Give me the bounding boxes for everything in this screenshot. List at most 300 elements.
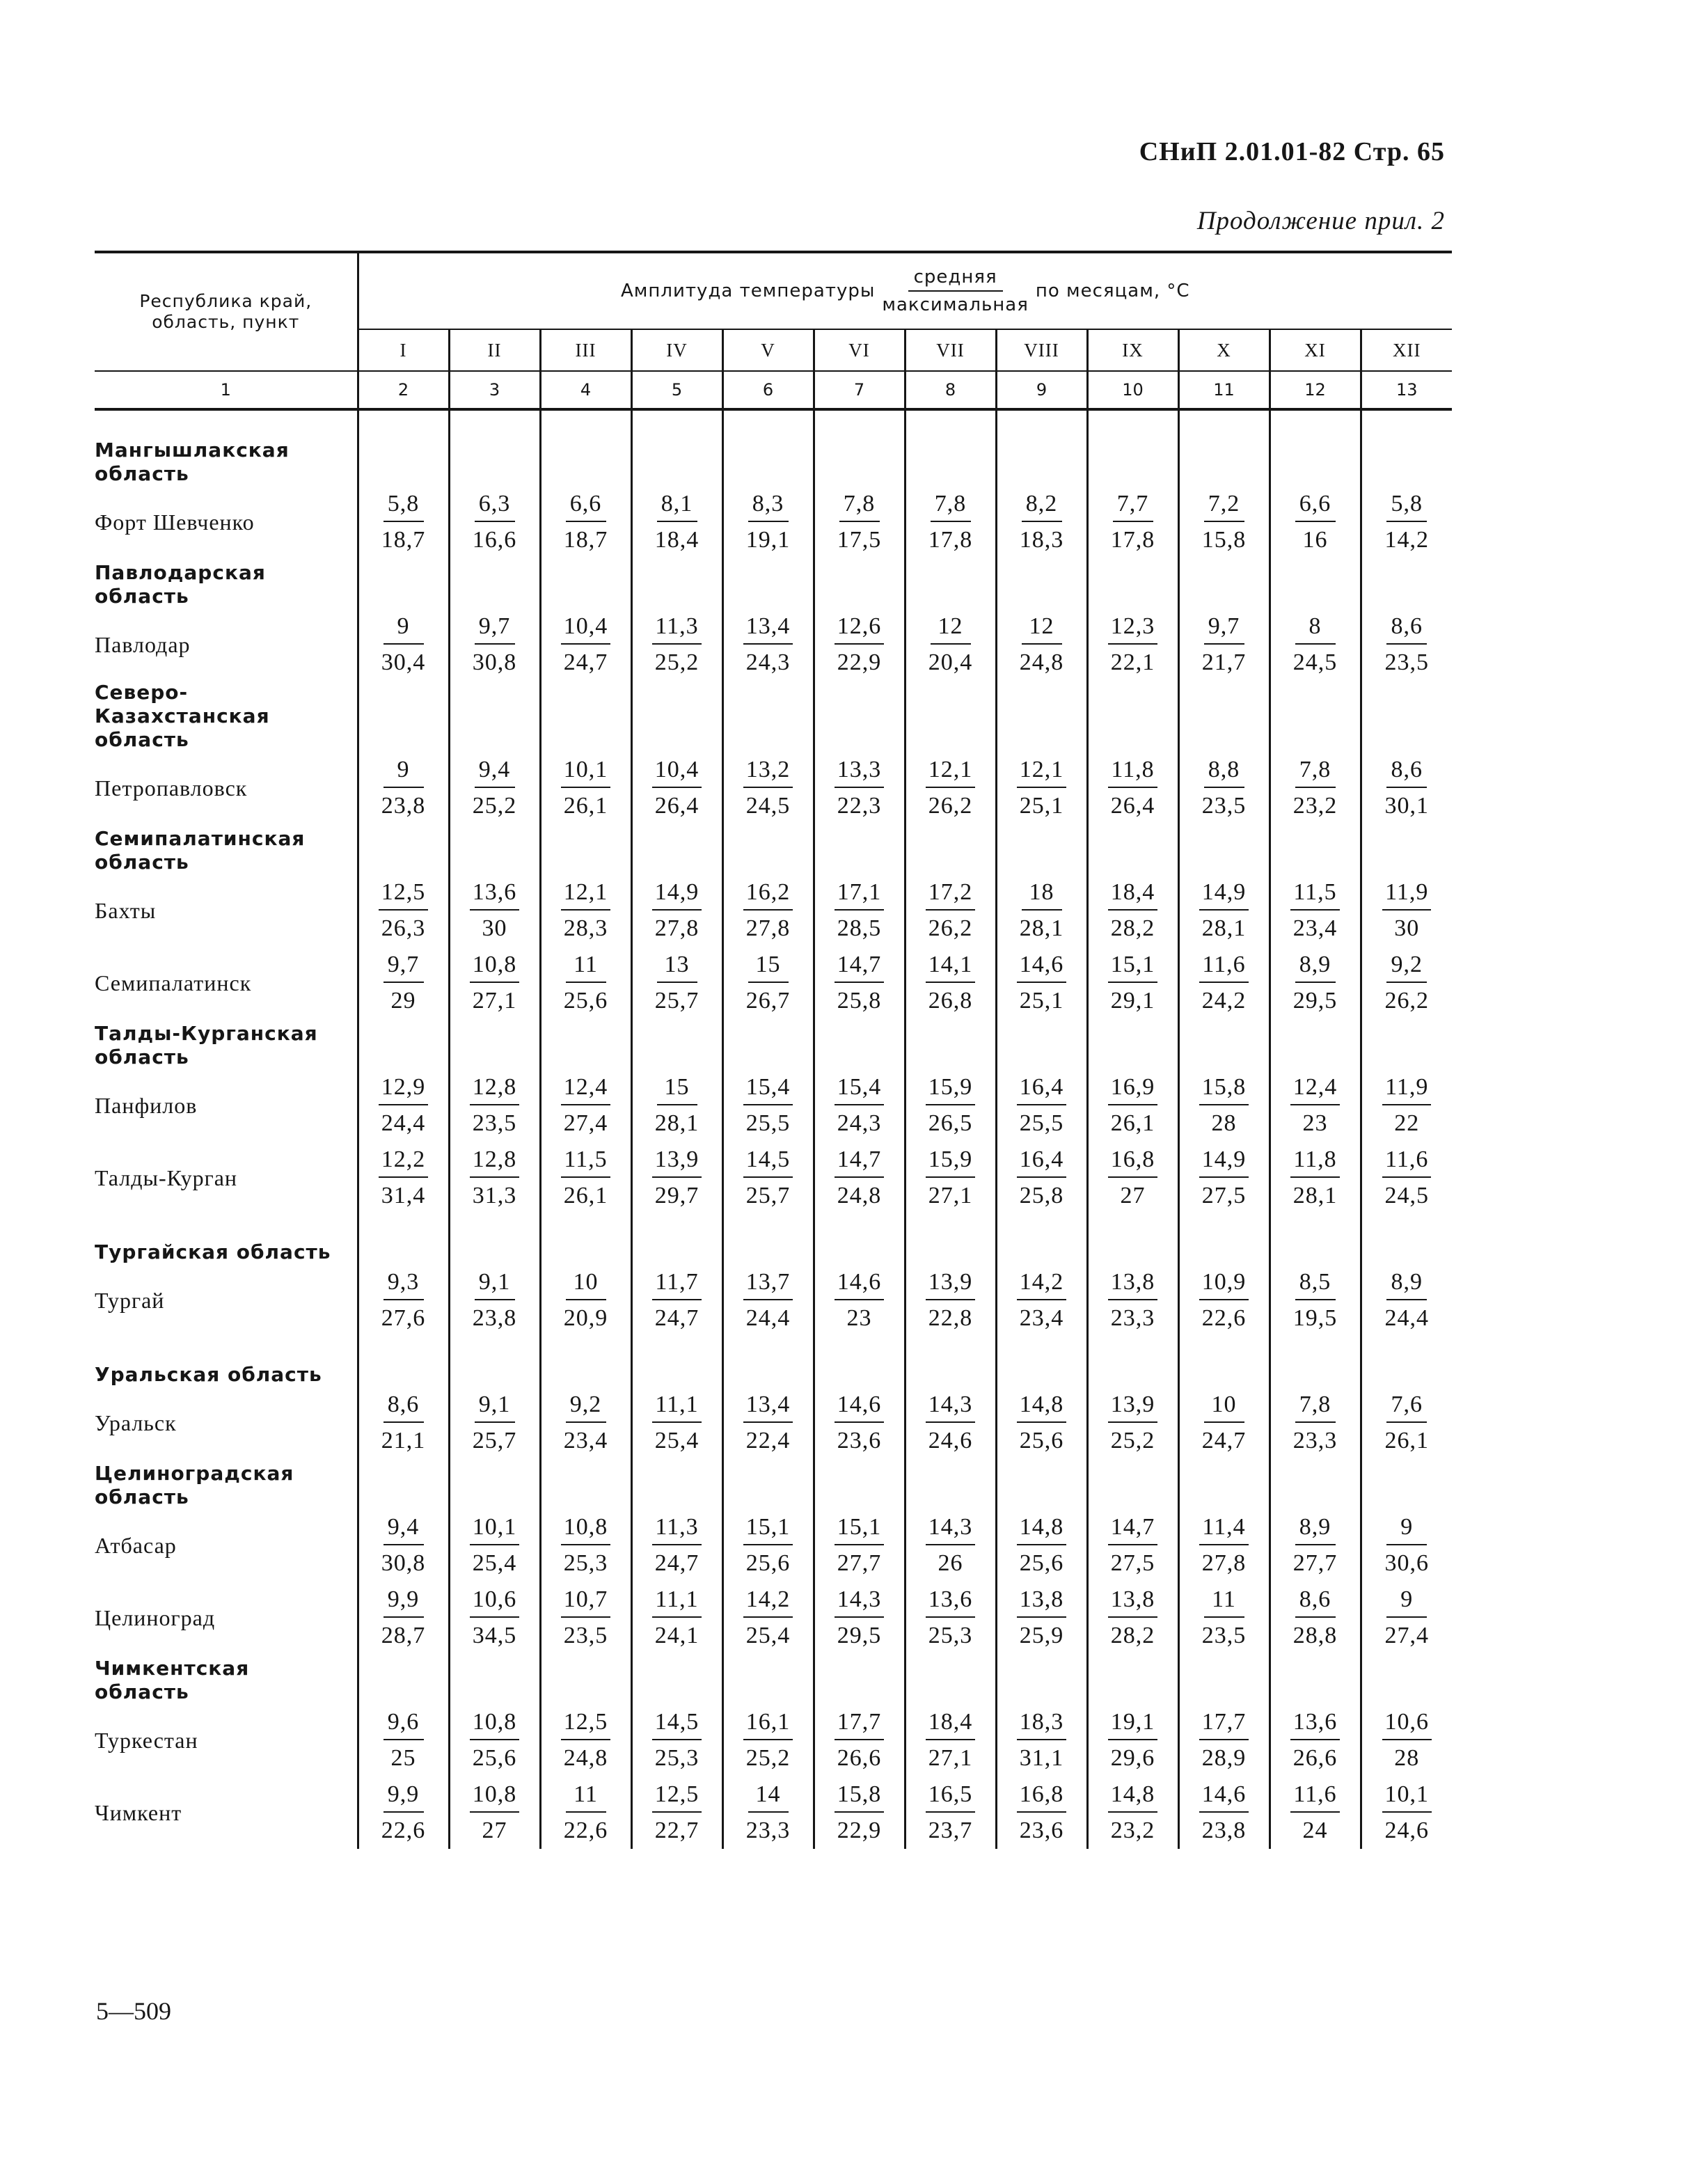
station-name: Атбасар — [95, 1532, 177, 1558]
mean-amplitude: 14,8 — [1108, 1781, 1158, 1813]
max-amplitude: 23,5 — [1201, 793, 1247, 819]
mean-amplitude: 11,6 — [1290, 1781, 1339, 1813]
amplitude-cell — [1087, 1264, 1178, 1337]
mean-amplitude: 12,1 — [1017, 756, 1067, 788]
mean-amplitude: 12 — [931, 613, 971, 645]
max-amplitude: 18,7 — [563, 527, 608, 553]
mean-amplitude: 10,8 — [470, 1708, 520, 1740]
max-amplitude: 26,8 — [928, 988, 973, 1014]
amplitude-bottom: максимальная — [882, 294, 1029, 315]
max-amplitude: 28,8 — [1292, 1623, 1338, 1648]
amplitude-cell — [1178, 947, 1270, 1019]
amplitude-cell — [996, 1582, 1087, 1654]
amplitude-cell — [1087, 1776, 1178, 1849]
mean-amplitude: 9 — [1386, 1586, 1427, 1618]
amplitude-cell — [1087, 947, 1178, 1019]
month-header: XI — [1270, 329, 1361, 371]
amplitude-cell — [358, 1776, 449, 1849]
month-header: VIII — [996, 329, 1087, 371]
amplitude-cell — [814, 874, 905, 947]
station-row — [95, 1776, 1452, 1849]
mean-amplitude: 14,3 — [926, 1391, 976, 1423]
page-footer: 5—509 — [96, 1997, 171, 2025]
amplitude-cell — [905, 947, 996, 1019]
max-amplitude: 25,7 — [654, 988, 699, 1014]
amplitude-cell — [540, 1776, 631, 1849]
month-header: V — [722, 329, 814, 371]
mean-amplitude: 10,1 — [470, 1513, 520, 1545]
max-amplitude: 27,7 — [1292, 1550, 1338, 1576]
mean-amplitude: 11,8 — [1290, 1146, 1339, 1178]
mean-amplitude: 15,9 — [926, 1146, 976, 1178]
amplitude-cell — [814, 1704, 905, 1776]
amplitude-cell — [1270, 947, 1361, 1019]
mean-amplitude: 8,9 — [1386, 1268, 1427, 1300]
continuation-note: Продолжение прил. 2 — [1196, 207, 1445, 235]
amplitude-cell — [722, 1582, 814, 1654]
mean-amplitude: 8,6 — [383, 1391, 424, 1423]
mean-amplitude: 9,7 — [475, 613, 515, 645]
mean-amplitude: 16,5 — [926, 1781, 976, 1813]
max-amplitude: 26 — [938, 1550, 963, 1576]
max-amplitude: 28,9 — [1201, 1745, 1247, 1771]
max-amplitude: 18,4 — [654, 527, 699, 553]
amplitude-cell — [814, 1582, 905, 1654]
mean-amplitude: 10,6 — [470, 1586, 520, 1618]
amplitude-cell — [905, 1069, 996, 1142]
amplitude-cell — [1178, 1142, 1270, 1214]
mean-amplitude: 10,4 — [652, 756, 702, 788]
max-amplitude: 31,3 — [472, 1183, 517, 1208]
max-amplitude: 27,8 — [654, 915, 699, 941]
max-amplitude: 23,4 — [563, 1428, 608, 1453]
amplitude-cell — [449, 1142, 540, 1214]
max-amplitude: 25,9 — [1019, 1623, 1064, 1648]
amplitude-cell — [1361, 874, 1452, 947]
max-amplitude: 27,1 — [472, 988, 517, 1014]
amplitude-cell — [1178, 1509, 1270, 1582]
mean-amplitude: 9,6 — [383, 1708, 424, 1740]
max-amplitude: 26,2 — [1384, 988, 1430, 1014]
region-name: Целиноградская область — [95, 1462, 294, 1508]
amplitude-cell — [1178, 1387, 1270, 1459]
max-amplitude: 24,5 — [1384, 1183, 1430, 1208]
max-amplitude: 22 — [1394, 1110, 1420, 1136]
month-header: III — [540, 329, 631, 371]
mean-amplitude: 10,1 — [561, 756, 611, 788]
max-amplitude: 23,6 — [837, 1428, 882, 1453]
mean-amplitude: 11,7 — [652, 1268, 701, 1300]
amplitude-cell — [814, 947, 905, 1019]
region-name: Талды-Курганская область — [95, 1022, 318, 1069]
amplitude-cell — [1270, 1704, 1361, 1776]
station-row — [95, 947, 1452, 1019]
amplitude-cell — [540, 947, 631, 1019]
max-amplitude: 16 — [1302, 527, 1328, 553]
mean-amplitude: 18,4 — [1108, 878, 1158, 911]
amplitude-cell — [814, 608, 905, 681]
max-amplitude: 29,5 — [1292, 988, 1338, 1014]
amplitude-cell — [1270, 1509, 1361, 1582]
max-amplitude: 28 — [1211, 1110, 1237, 1136]
max-amplitude: 22,6 — [1201, 1305, 1247, 1331]
max-amplitude: 25,4 — [745, 1623, 791, 1648]
mean-amplitude: 15,9 — [926, 1073, 976, 1105]
amplitude-cell — [1178, 752, 1270, 824]
amplitude-cell — [1087, 1142, 1178, 1214]
amplitude-cell — [358, 1704, 449, 1776]
max-amplitude: 28,1 — [1292, 1183, 1338, 1208]
amplitude-cell — [449, 1582, 540, 1654]
month-header: VI — [814, 329, 905, 371]
amplitude-cell — [540, 1582, 631, 1654]
mean-amplitude: 7,8 — [931, 490, 971, 522]
amplitude-cell — [1087, 1387, 1178, 1459]
max-amplitude: 27,8 — [745, 915, 791, 941]
mean-amplitude: 14,5 — [652, 1708, 702, 1740]
mean-amplitude: 8,2 — [1022, 490, 1062, 522]
mean-amplitude: 13,7 — [743, 1268, 793, 1300]
max-amplitude: 30,8 — [472, 649, 517, 675]
mean-amplitude: 14,9 — [1199, 1146, 1249, 1178]
max-amplitude: 25,6 — [1019, 1428, 1064, 1453]
mean-amplitude: 6,6 — [1295, 490, 1336, 522]
mean-amplitude: 16,9 — [1108, 1073, 1158, 1105]
max-amplitude: 26,4 — [654, 793, 699, 819]
max-amplitude: 30 — [1394, 915, 1420, 941]
amplitude-cell — [1087, 1582, 1178, 1654]
mean-amplitude: 14,6 — [1199, 1781, 1249, 1813]
amplitude-cell — [814, 752, 905, 824]
region-row — [95, 824, 1452, 874]
mean-amplitude: 14,9 — [1199, 878, 1249, 911]
amplitude-cell — [1178, 1264, 1270, 1337]
max-amplitude: 23,4 — [1292, 915, 1338, 941]
station-name: Туркестан — [95, 1727, 198, 1753]
mean-amplitude: 12,8 — [470, 1146, 520, 1178]
column-number: 6 — [722, 371, 814, 409]
amplitude-cell — [1270, 874, 1361, 947]
amplitude-cell — [722, 1069, 814, 1142]
mean-amplitude: 11 — [566, 1781, 606, 1813]
mean-amplitude: 9,2 — [1386, 951, 1427, 983]
amplitude-cell — [449, 1509, 540, 1582]
region-row — [95, 436, 1452, 486]
amplitude-cell — [631, 1142, 722, 1214]
station-name: Бахты — [95, 897, 157, 923]
month-header: IX — [1087, 329, 1178, 371]
mean-amplitude: 11,5 — [561, 1146, 610, 1178]
amplitude-cell — [814, 1387, 905, 1459]
station-row — [95, 1582, 1452, 1654]
max-amplitude: 24,7 — [654, 1550, 699, 1576]
max-amplitude: 29 — [390, 988, 416, 1014]
amplitude-cell — [814, 1142, 905, 1214]
amplitude-cell — [1087, 1069, 1178, 1142]
max-amplitude: 25,4 — [472, 1550, 517, 1576]
mean-amplitude: 9,4 — [383, 1513, 424, 1545]
amplitude-cell — [996, 1069, 1087, 1142]
station-row — [95, 1142, 1452, 1214]
mean-amplitude: 11,4 — [1199, 1513, 1248, 1545]
mean-amplitude: 13,4 — [743, 1391, 793, 1423]
amplitude-cell — [1270, 1387, 1361, 1459]
amplitude-cell — [540, 1509, 631, 1582]
max-amplitude: 22,4 — [745, 1428, 791, 1453]
mean-amplitude: 9,9 — [383, 1781, 424, 1813]
month-header: X — [1178, 329, 1270, 371]
max-amplitude: 23,6 — [1019, 1818, 1064, 1843]
max-amplitude: 25 — [390, 1745, 416, 1771]
mean-amplitude: 15,8 — [1199, 1073, 1249, 1105]
max-amplitude: 29,7 — [654, 1183, 699, 1208]
max-amplitude: 24,7 — [1201, 1428, 1247, 1453]
max-amplitude: 24,4 — [381, 1110, 426, 1136]
amplitude-cell — [996, 486, 1087, 558]
max-amplitude: 22,9 — [837, 1818, 882, 1843]
mean-amplitude: 15 — [657, 1073, 697, 1105]
max-amplitude: 31,1 — [1019, 1745, 1064, 1771]
max-amplitude: 26,7 — [745, 988, 791, 1014]
mean-amplitude: 13,9 — [926, 1268, 976, 1300]
amplitude-cell — [358, 1264, 449, 1337]
mean-amplitude: 14,6 — [835, 1268, 885, 1300]
max-amplitude: 30,4 — [381, 649, 426, 675]
mean-amplitude: 7,6 — [1386, 1391, 1427, 1423]
amplitude-cell — [814, 1776, 905, 1849]
max-amplitude: 24,5 — [745, 793, 791, 819]
max-amplitude: 28,1 — [1019, 915, 1064, 941]
mean-amplitude: 13,3 — [835, 756, 885, 788]
mean-amplitude: 12,1 — [926, 756, 976, 788]
mean-amplitude: 15,8 — [835, 1781, 885, 1813]
station-row — [95, 1069, 1452, 1142]
amplitude-cell — [449, 947, 540, 1019]
max-amplitude: 27,1 — [928, 1183, 973, 1208]
mean-amplitude: 6,3 — [475, 490, 515, 522]
amplitude-cell — [449, 1387, 540, 1459]
amplitude-cell — [1361, 486, 1452, 558]
station-name: Целиноград — [95, 1605, 216, 1630]
mean-amplitude: 15,1 — [1108, 951, 1158, 983]
mean-amplitude: 15,1 — [835, 1513, 885, 1545]
amplitude-cell — [631, 486, 722, 558]
month-header: I — [358, 329, 449, 371]
column-number: 9 — [996, 371, 1087, 409]
max-amplitude: 26,1 — [563, 793, 608, 819]
amplitude-cell — [540, 1264, 631, 1337]
max-amplitude: 28,1 — [654, 1110, 699, 1136]
mean-amplitude: 17,2 — [926, 878, 976, 911]
mean-amplitude: 14,7 — [835, 951, 885, 983]
max-amplitude: 29,6 — [1110, 1745, 1155, 1771]
amplitude-cell — [996, 1704, 1087, 1776]
max-amplitude: 26,2 — [928, 793, 973, 819]
region-name: Уральская область — [95, 1363, 322, 1386]
max-amplitude: 25,5 — [745, 1110, 791, 1136]
region-name: Мангышлакская область — [95, 439, 290, 485]
amplitude-cell — [1087, 1509, 1178, 1582]
amplitude-cell — [1087, 874, 1178, 947]
amplitude-cell — [358, 1387, 449, 1459]
max-amplitude: 23,8 — [472, 1305, 517, 1331]
mean-amplitude: 10 — [1204, 1391, 1244, 1423]
month-header: XII — [1361, 329, 1452, 371]
max-amplitude: 18,7 — [381, 527, 426, 553]
station-name: Панфилов — [95, 1092, 198, 1118]
amplitude-cell — [1361, 1582, 1452, 1654]
region-row — [95, 558, 1452, 608]
amplitude-cell — [540, 608, 631, 681]
mean-amplitude: 11,6 — [1382, 1146, 1431, 1178]
mean-amplitude: 9 — [383, 756, 424, 788]
amplitude-cell — [722, 1509, 814, 1582]
amplitude-cell — [722, 1704, 814, 1776]
max-amplitude: 34,5 — [472, 1623, 517, 1648]
mean-amplitude: 12,8 — [470, 1073, 520, 1105]
mean-amplitude: 11,3 — [652, 613, 701, 645]
region-row — [95, 1214, 1452, 1264]
mean-amplitude: 9,7 — [383, 951, 424, 983]
amplitude-prefix: Амплитуда температуры — [621, 281, 876, 301]
amplitude-cell — [631, 1069, 722, 1142]
document-header: СНиП 2.01.01-82 Стр. 65 — [1139, 137, 1445, 166]
amplitude-cell — [449, 1264, 540, 1337]
mean-amplitude: 11,8 — [1108, 756, 1157, 788]
mean-amplitude: 13,8 — [1108, 1586, 1158, 1618]
amplitude-cell — [1361, 1264, 1452, 1337]
amplitude-cell — [722, 1142, 814, 1214]
mean-amplitude: 16,8 — [1017, 1781, 1067, 1813]
amplitude-cell — [631, 1582, 722, 1654]
mean-amplitude: 16,4 — [1017, 1146, 1067, 1178]
amplitude-cell — [631, 752, 722, 824]
mean-amplitude: 14,3 — [926, 1513, 976, 1545]
column-number: 3 — [449, 371, 540, 409]
mean-amplitude: 14,8 — [1017, 1391, 1067, 1423]
max-amplitude: 24,1 — [654, 1623, 699, 1648]
mean-amplitude: 16,8 — [1108, 1146, 1158, 1178]
mean-amplitude: 18 — [1022, 878, 1062, 911]
station-name: Тургай — [95, 1287, 165, 1313]
max-amplitude: 23,2 — [1292, 793, 1338, 819]
amplitude-cell — [449, 1069, 540, 1142]
mean-amplitude: 10,8 — [470, 1781, 520, 1813]
mean-amplitude: 10,9 — [1199, 1268, 1249, 1300]
region-row — [95, 1337, 1452, 1387]
mean-amplitude: 8,6 — [1386, 613, 1427, 645]
max-amplitude: 26,6 — [837, 1745, 882, 1771]
amplitude-cell — [449, 486, 540, 558]
mean-amplitude: 17,7 — [1199, 1708, 1249, 1740]
max-amplitude: 21,7 — [1201, 649, 1247, 675]
amplitude-cell — [631, 1264, 722, 1337]
region-row — [95, 1019, 1452, 1069]
max-amplitude: 24,4 — [745, 1305, 791, 1331]
amplitude-cell — [631, 947, 722, 1019]
amplitude-cell — [814, 1264, 905, 1337]
max-amplitude: 23,8 — [1201, 1818, 1247, 1843]
max-amplitude: 25,3 — [654, 1745, 699, 1771]
region-name: Павлодарская область — [95, 561, 266, 608]
amplitude-cell — [905, 1704, 996, 1776]
amplitude-cell — [631, 1509, 722, 1582]
max-amplitude: 26,3 — [381, 915, 426, 941]
mean-amplitude: 14,2 — [1017, 1268, 1067, 1300]
amplitude-cell — [631, 1776, 722, 1849]
max-amplitude: 23,3 — [1292, 1428, 1338, 1453]
amplitude-cell — [1270, 1776, 1361, 1849]
max-amplitude: 14,2 — [1384, 527, 1430, 553]
amplitude-cell — [358, 486, 449, 558]
max-amplitude: 24,3 — [745, 649, 791, 675]
max-amplitude: 27,4 — [1384, 1623, 1430, 1648]
max-amplitude: 24,8 — [837, 1183, 882, 1208]
mean-amplitude: 15,4 — [835, 1073, 885, 1105]
max-amplitude: 17,5 — [837, 527, 882, 553]
amplitude-cell — [631, 608, 722, 681]
amplitude-cell — [1270, 486, 1361, 558]
max-amplitude: 24,4 — [1384, 1305, 1430, 1331]
max-amplitude: 25,6 — [563, 988, 608, 1014]
max-amplitude: 25,1 — [1019, 793, 1064, 819]
mean-amplitude: 9,7 — [1204, 613, 1244, 645]
mean-amplitude: 7,8 — [1295, 756, 1336, 788]
amplitude-cell — [358, 947, 449, 1019]
amplitude-cell — [1178, 486, 1270, 558]
max-amplitude: 25,2 — [472, 793, 517, 819]
mean-amplitude: 9,9 — [383, 1586, 424, 1618]
mean-amplitude: 11,9 — [1382, 878, 1431, 911]
amplitude-cell — [722, 874, 814, 947]
max-amplitude: 29,1 — [1110, 988, 1155, 1014]
mean-amplitude: 13,6 — [1290, 1708, 1341, 1740]
max-amplitude: 28,1 — [1201, 915, 1247, 941]
mean-amplitude: 12,2 — [379, 1146, 429, 1178]
mean-amplitude: 6,6 — [566, 490, 606, 522]
max-amplitude: 27 — [482, 1818, 507, 1843]
amplitude-cell — [1361, 1776, 1452, 1849]
mean-amplitude: 8,1 — [657, 490, 697, 522]
mean-amplitude: 10,1 — [1382, 1781, 1432, 1813]
max-amplitude: 15,8 — [1201, 527, 1247, 553]
max-amplitude: 22,6 — [563, 1818, 608, 1843]
max-amplitude: 29,5 — [837, 1623, 882, 1648]
month-header: IV — [631, 329, 722, 371]
amplitude-cell — [905, 1582, 996, 1654]
mean-amplitude: 9,2 — [566, 1391, 606, 1423]
column-number: 2 — [358, 371, 449, 409]
max-amplitude: 25,7 — [745, 1183, 791, 1208]
mean-amplitude: 14,3 — [835, 1586, 885, 1618]
amplitude-cell — [722, 752, 814, 824]
max-amplitude: 24 — [1302, 1818, 1328, 1843]
amplitude-cell — [722, 1776, 814, 1849]
amplitude-cell — [540, 752, 631, 824]
amplitude-cell — [1178, 1704, 1270, 1776]
column-number: 13 — [1361, 371, 1452, 409]
max-amplitude: 22,1 — [1110, 649, 1155, 675]
amplitude-cell — [540, 1142, 631, 1214]
max-amplitude: 25,2 — [654, 649, 699, 675]
amplitude-cell — [996, 947, 1087, 1019]
max-amplitude: 22,6 — [381, 1818, 426, 1843]
max-amplitude: 19,1 — [745, 527, 791, 553]
max-amplitude: 24,7 — [654, 1305, 699, 1331]
max-amplitude: 23,5 — [472, 1110, 517, 1136]
mean-amplitude: 15 — [748, 951, 789, 983]
amplitude-cell — [358, 1582, 449, 1654]
